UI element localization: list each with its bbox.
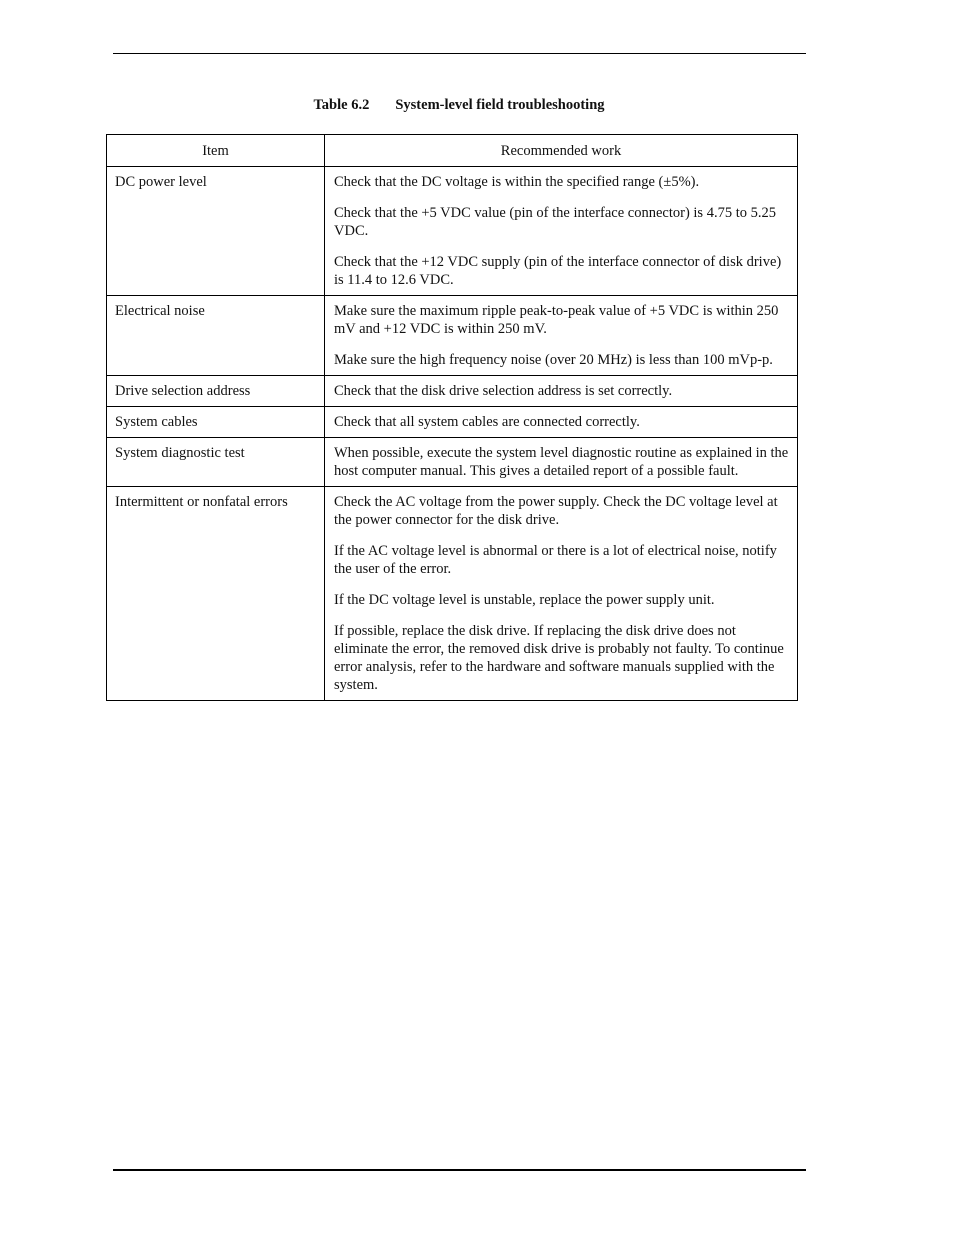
table-row (107, 487, 798, 701)
work-paragraph: Check that the DC voltage is within the specified range (±5%). (334, 174, 700, 190)
item-cell: Drive selection address (107, 376, 325, 407)
work-cell (325, 438, 798, 487)
footer-rule (113, 1169, 806, 1171)
work-paragraph: Check that the disk drive selection address is set correctly. (334, 383, 673, 399)
work-cell (325, 407, 798, 438)
work-cell (325, 376, 798, 407)
table-number: Table 6.2 (313, 97, 370, 113)
troubleshooting-table (106, 134, 798, 701)
item-cell: DC power level (107, 167, 325, 296)
item-cell: Electrical noise (107, 296, 325, 376)
item-cell: Intermittent or nonfatal errors (107, 487, 325, 701)
item-cell: System diagnostic test (107, 438, 325, 487)
work-paragraph: If the DC voltage level is unstable, replace the power supply unit. (334, 592, 715, 608)
table-row (107, 296, 798, 376)
work-paragraph: Check that the +5 VDC value (pin of the interface connector) is 4.75 to 5.25 VDC. (334, 205, 776, 239)
work-paragraph: If possible, replace the disk drive. If replacing the disk drive does not eliminate the error, the removed disk drive is probably not faulty. To continue error analysis, refer to the hardware and software manuals supplied with the system. (334, 623, 784, 693)
work-cell (325, 296, 798, 376)
work-cell (325, 487, 798, 701)
work-paragraph: If the AC voltage level is abnormal or there is a lot of electrical noise, notify the user of the error. (334, 543, 777, 577)
table-row (107, 167, 798, 296)
table-row (107, 407, 798, 438)
work-paragraph: When possible, execute the system level diagnostic routine as explained in the host computer manual. This gives a detailed report of a possible fault. (334, 445, 789, 479)
work-paragraph: Check that all system cables are connected correctly. (334, 414, 640, 430)
table-row (107, 438, 798, 487)
header-rule (113, 53, 806, 54)
table-header-row (107, 135, 798, 167)
table-title: System-level field troubleshooting (395, 97, 605, 113)
column-header-item: Item (107, 135, 325, 167)
table-caption (0, 97, 918, 114)
table-row (107, 376, 798, 407)
work-paragraph: Check the AC voltage from the power supply. Check the DC voltage level at the power connector for the disk drive. (334, 494, 778, 528)
column-header-recommended-work: Recommended work (325, 135, 798, 167)
work-cell (325, 167, 798, 296)
work-paragraph: Make sure the maximum ripple peak-to-peak value of +5 VDC is within 250 mV and +12 VDC is within 250 mV. (334, 303, 779, 337)
work-paragraph: Make sure the high frequency noise (over 20 MHz) is less than 100 mVp-p. (334, 352, 773, 368)
work-paragraph: Check that the +12 VDC supply (pin of the interface connector of disk drive) is 11.4 to 12.6 VDC. (334, 254, 782, 288)
item-cell: System cables (107, 407, 325, 438)
